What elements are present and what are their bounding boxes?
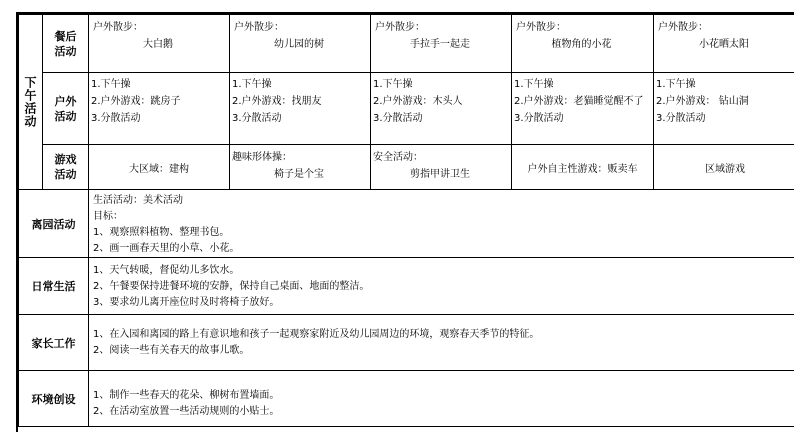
- games-text: 户外自主性游戏：贩卖车: [527, 163, 638, 175]
- games-text: 大区域：建构: [129, 163, 189, 175]
- outdoor-cell: [512, 73, 654, 145]
- leave-park-row: [19, 190, 795, 258]
- games-text: 区域游戏: [705, 163, 745, 175]
- environment-row: [19, 371, 795, 427]
- leave-park-line: 2、画一画春天里的小草、小花。: [93, 243, 240, 254]
- games-text: 椅子是个宝: [274, 169, 324, 180]
- outdoor-line: 3.分散活动: [514, 113, 564, 124]
- walk-prefix: 户外散步：: [93, 22, 143, 33]
- leave-park-content: [89, 190, 795, 258]
- walk-name: 手拉手一起走: [410, 39, 470, 50]
- daily-life-line: 2、午餐要保持进餐环境的安静，保持自己桌面、地面的整洁。: [93, 281, 370, 292]
- daily-life-content: [89, 258, 795, 315]
- outdoor-cell: [371, 73, 512, 145]
- walk-prefix: 户外散步：: [375, 22, 425, 33]
- walk-name: 大白鹅: [143, 39, 173, 50]
- leave-park-line: 目标：: [93, 211, 123, 222]
- after-meal-cell: [512, 15, 654, 73]
- daily-life-label-cell: [19, 258, 89, 315]
- leave-park-label: 离园活动: [31, 217, 76, 231]
- outdoor-cell: [654, 73, 795, 145]
- environment-label: 环境创设: [31, 392, 76, 406]
- walk-name: 幼儿园的树: [274, 39, 324, 50]
- daily-life-line: 1、天气转暖，督促幼儿多饮水。: [93, 265, 240, 276]
- parents-content: [89, 315, 795, 371]
- outdoor-label: 户外活动: [54, 94, 77, 123]
- walk-prefix: 户外散步：: [234, 22, 284, 33]
- after-meal-cell: [654, 15, 795, 73]
- leave-park-line: 生活活动：美术活动: [93, 195, 183, 206]
- environment-label-cell: [19, 371, 89, 427]
- after-meal-label-cell: [43, 15, 89, 73]
- after-meal-label: 餐后活动: [54, 29, 77, 58]
- outdoor-line: 2.户外游戏：找朋友: [232, 96, 322, 107]
- daily-life-row: [19, 258, 795, 315]
- walk-name: 小花晒太阳: [699, 39, 749, 50]
- weekly-plan-sheet: [16, 12, 794, 432]
- outdoor-cell: [89, 73, 230, 145]
- daily-life-label: 日常生活: [31, 280, 76, 293]
- outdoor-line: 3.分散活动: [232, 113, 282, 124]
- outdoor-line: 3.分散活动: [91, 113, 141, 124]
- games-title: 安全活动：: [373, 152, 423, 163]
- games-cell: [512, 145, 654, 190]
- walk-prefix: 户外散步：: [658, 22, 708, 33]
- outdoor-line: 1.下午操: [232, 79, 272, 90]
- outdoor-line: 1.下午操: [656, 79, 696, 90]
- games-label: 游戏活动: [54, 153, 77, 181]
- walk-name: 植物角的小花: [551, 39, 612, 50]
- after-meal-cell: [371, 15, 512, 73]
- outdoor-line: 1.下午操: [91, 79, 131, 90]
- weekly-plan-table: [18, 14, 794, 427]
- environment-line: 1、制作一些春天的花朵、柳树布置墙面。: [93, 390, 280, 401]
- games-row: [19, 145, 795, 190]
- outdoor-label-cell: [43, 73, 89, 145]
- outdoor-line: 2.户外游戏：木头人: [373, 96, 463, 107]
- games-cell: [89, 145, 230, 190]
- afternoon-section-header: [19, 15, 43, 190]
- parents-row: [19, 315, 795, 371]
- outdoor-line: 2.户外游戏： 钻山洞: [656, 96, 749, 107]
- leave-park-label-cell: [19, 190, 89, 258]
- outdoor-line: 3.分散活动: [656, 113, 706, 124]
- after-meal-row: [19, 15, 795, 73]
- outdoor-line: 2.户外游戏：老猫睡觉醒不了: [514, 96, 644, 107]
- parents-line: 2、阅读一些有关春天的故事儿歌。: [93, 345, 250, 356]
- parents-label: 家长工作: [31, 336, 76, 350]
- outdoor-line: 1.下午操: [514, 79, 554, 90]
- games-text: 剪指甲讲卫生: [410, 169, 470, 180]
- outdoor-cell: [230, 73, 371, 145]
- environment-content: [89, 371, 795, 427]
- after-meal-cell: [89, 15, 230, 73]
- parents-label-cell: [19, 315, 89, 371]
- environment-line: 2、在活动室放置一些活动规则的小贴士。: [93, 406, 280, 417]
- games-cell: [371, 145, 512, 190]
- games-cell: [654, 145, 795, 190]
- outdoor-row: [19, 73, 795, 145]
- daily-life-line: 3、要求幼儿离开座位时及时将椅子放好。: [93, 297, 280, 308]
- afternoon-section-label: 下午活动: [23, 76, 37, 128]
- leave-park-line: 1、观察照料植物、整理书包。: [93, 227, 230, 238]
- games-label-cell: [43, 145, 89, 190]
- after-meal-cell: [230, 15, 371, 73]
- parents-line: 1、在入园和离园的路上有意识地和孩子一起观察家附近及幼儿园周边的环境，观察春天季节的特征。: [93, 329, 540, 340]
- walk-prefix: 户外散步：: [516, 22, 566, 33]
- games-title: 趣味形体操：: [232, 152, 292, 163]
- games-cell: [230, 145, 371, 190]
- outdoor-line: 1.下午操: [373, 79, 413, 90]
- outdoor-line: 2.户外游戏：跳房子: [91, 96, 181, 107]
- outdoor-line: 3.分散活动: [373, 113, 423, 124]
